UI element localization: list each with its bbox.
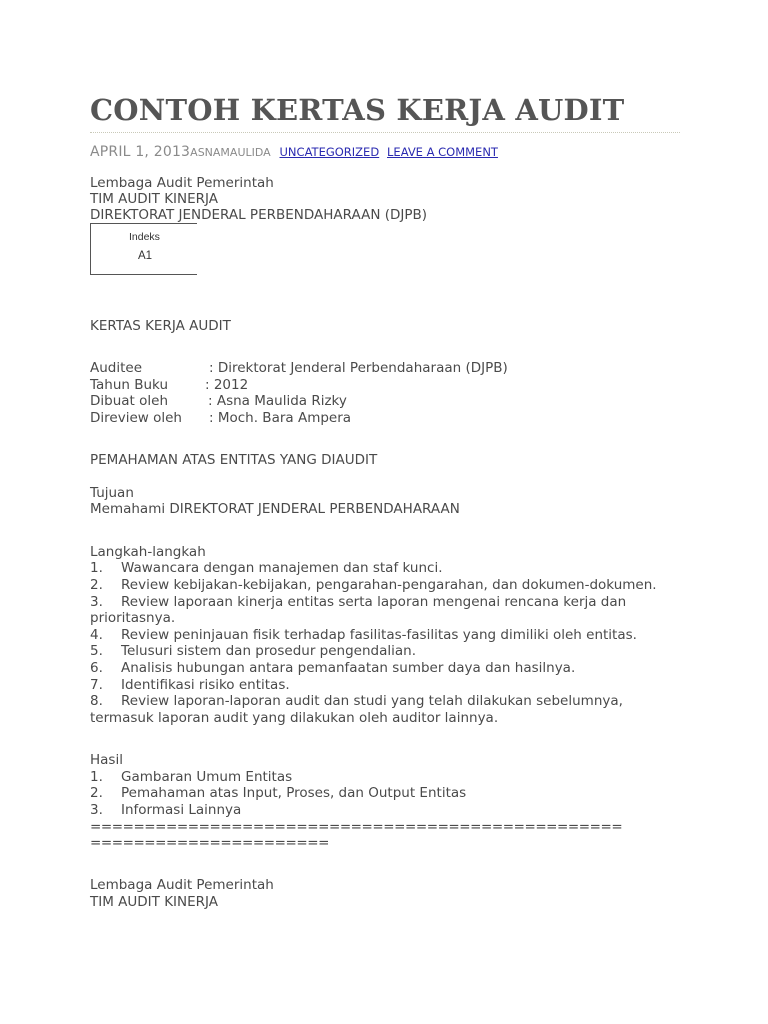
list-item	[90, 643, 416, 660]
list-item-number: 8.	[90, 693, 103, 709]
list-item-text: Telusuri sistem dan prosedur pengendalian.	[121, 643, 417, 659]
post-author: ASNAMAULIDA	[190, 146, 271, 159]
tujuan-heading: Tujuan	[90, 485, 134, 501]
footer-team-name: TIM AUDIT KINERJA	[90, 894, 219, 910]
list-item-number: 2.	[90, 785, 103, 801]
list-item	[90, 785, 466, 802]
list-item-text: Review laporaan kinerja entitas serta laporan mengenai rencana kerja dan	[121, 594, 627, 610]
list-item-number: 1.	[90, 769, 103, 785]
directorate-name: DIREKTORAT JENDERAL PERBENDAHARAAN (DJPB)	[90, 207, 428, 223]
list-item	[90, 802, 241, 819]
list-item-text: Gambaran Umum Entitas	[121, 769, 293, 785]
leave-comment-link[interactable]: LEAVE A COMMENT	[387, 145, 498, 159]
list-item-number: 3.	[90, 594, 103, 610]
list-item-continuation	[90, 610, 175, 627]
list-item	[90, 577, 657, 594]
field-value: : Asna Maulida Rizky	[208, 393, 347, 409]
field-value: : 2012	[205, 377, 249, 393]
list-item-text: prioritasnya.	[90, 610, 176, 626]
list-item-text: Identifikasi risiko entitas.	[121, 677, 290, 693]
team-name: TIM AUDIT KINERJA	[90, 191, 219, 207]
section-heading: PEMAHAMAN ATAS ENTITAS YANG DIAUDIT	[90, 452, 378, 468]
category-link[interactable]: UNCATEGORIZED	[279, 145, 380, 159]
index-value: A1	[138, 250, 153, 262]
tujuan-text: Memahami DIREKTORAT JENDERAL PERBENDAHARAAN	[90, 501, 460, 517]
list-item-number: 3.	[90, 802, 103, 818]
list-item-text: Review peninjauan fisik terhadap fasilitas-fasilitas yang dimiliki oleh entitas.	[121, 627, 637, 643]
langkah-heading: Langkah-langkah	[90, 544, 206, 560]
field-value: : Direktorat Jenderal Perbendaharaan (DJPB)	[209, 360, 508, 376]
post-date: APRIL 1, 2013	[90, 144, 191, 160]
field-key: Dibuat oleh	[90, 393, 169, 409]
list-item-text: Review laporan-laporan audit dan studi yang telah dilakukan sebelumnya,	[121, 693, 623, 709]
list-item	[90, 677, 290, 694]
list-item	[90, 693, 623, 710]
list-item-number: 5.	[90, 643, 103, 659]
worksheet-title: KERTAS KERJA AUDIT	[90, 318, 231, 334]
list-item-text: Analisis hubungan antara pemanfaatan sumber daya dan hasilnya.	[121, 660, 576, 676]
list-item-text: Pemahaman atas Input, Proses, dan Output Entitas	[121, 785, 467, 801]
list-item	[90, 660, 575, 677]
title-divider	[90, 132, 680, 133]
post-meta	[90, 142, 498, 162]
index-box	[90, 223, 197, 275]
list-item-text: Review kebijakan-kebijakan, pengarahan-pengarahan, dan dokumen-dokumen.	[121, 577, 657, 593]
list-item	[90, 594, 626, 611]
separator-line: =================================================	[90, 819, 623, 835]
list-item-continuation	[90, 710, 498, 727]
post-title: CONTOH KERTAS KERJA AUDIT	[90, 93, 625, 127]
separator-line: ======================	[90, 835, 329, 851]
field-value: : Moch. Bara Ampera	[209, 410, 352, 426]
list-item-text: Informasi Lainnya	[121, 802, 242, 818]
list-item-text: termasuk laporan audit yang dilakukan oleh auditor lainnya.	[90, 710, 499, 726]
hasil-heading: Hasil	[90, 752, 123, 768]
list-item-number: 4.	[90, 627, 103, 643]
field-key: Auditee	[90, 360, 143, 376]
list-item-text: Wawancara dengan manajemen dan staf kunci.	[121, 560, 443, 576]
list-item	[90, 560, 442, 577]
field-key: Direview oleh	[90, 410, 182, 426]
institution-name: Lembaga Audit Pemerintah	[90, 175, 274, 191]
list-item-number: 6.	[90, 660, 103, 676]
index-label: Indeks	[129, 231, 160, 243]
list-item-number: 7.	[90, 677, 103, 693]
list-item-number: 1.	[90, 560, 103, 576]
footer-institution-name: Lembaga Audit Pemerintah	[90, 877, 274, 893]
list-item	[90, 627, 637, 644]
list-item-number: 2.	[90, 577, 103, 593]
field-key: Tahun Buku	[90, 377, 169, 393]
list-item	[90, 769, 292, 786]
